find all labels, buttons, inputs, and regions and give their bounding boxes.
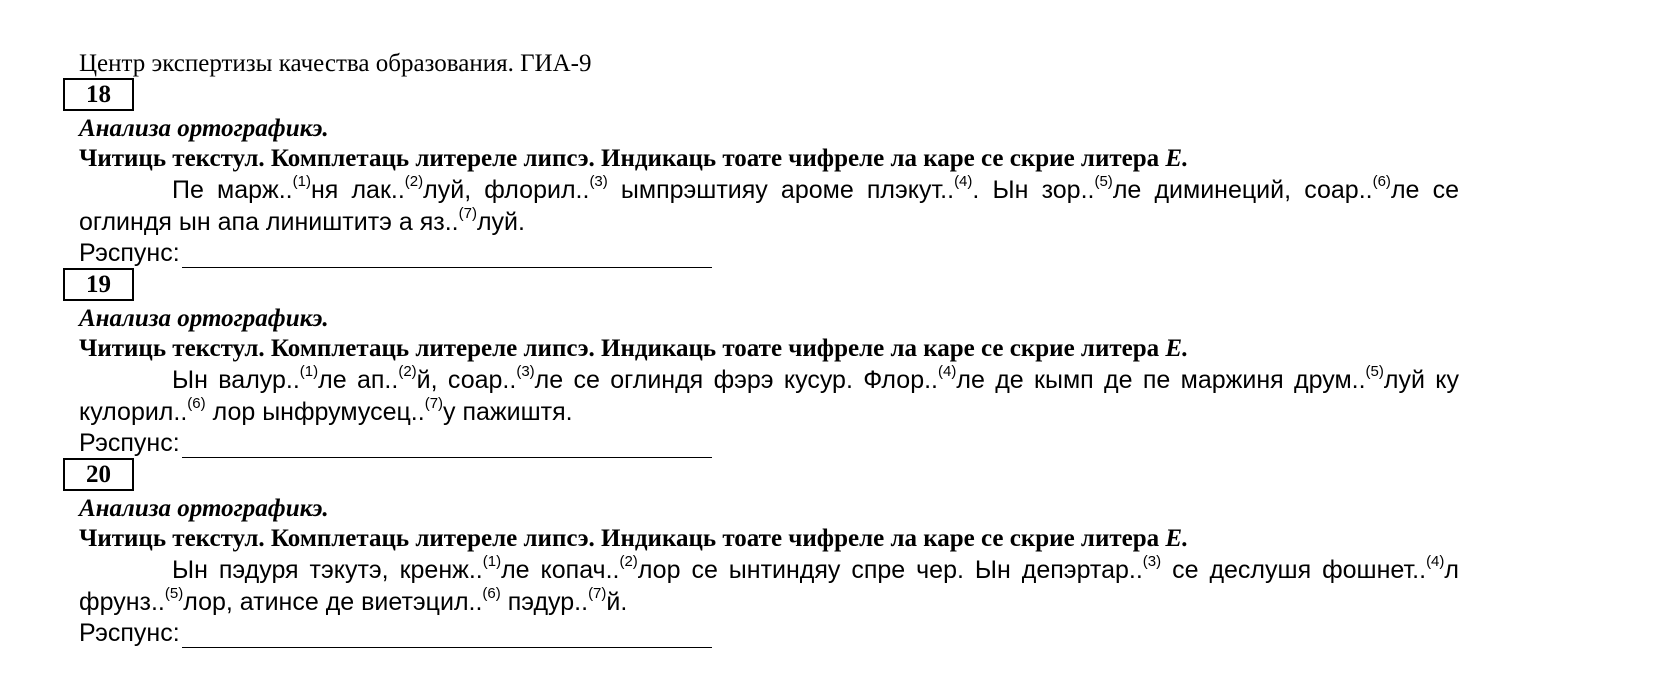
answer-field[interactable] <box>182 625 712 648</box>
text-fragment: ле се оглиндя ын апа лиништитэ а яз.. <box>79 176 1459 236</box>
text-fragment: . Ын зор.. <box>972 176 1095 204</box>
task-text <box>79 174 1459 238</box>
text-fragment: луй. <box>476 208 525 236</box>
gap-number: (5) <box>164 584 184 602</box>
text-fragment: л фрунз.. <box>79 556 1459 616</box>
text-fragment: ле де кымп де пе маржиня друм.. <box>956 366 1366 394</box>
text-fragment: й. <box>606 588 628 616</box>
task-subtitle: Анализа ортографикэ. <box>79 305 329 332</box>
task-text <box>79 554 1459 618</box>
task-instruction <box>79 334 1459 364</box>
instruction-text: Читиць текстул. Комплетаць литереле липсэ. Индикаць тоате чифреле ла каре се скрие литера <box>79 335 1160 362</box>
text-fragment: ле диминеций, соар.. <box>1112 176 1373 204</box>
text-fragment: ле ап.. <box>318 366 399 394</box>
text-fragment: лор, атинсе де виетэцил.. <box>183 588 483 616</box>
instruction-letter: Е. <box>1165 335 1189 362</box>
answer-label: Рэспунс: <box>79 619 180 647</box>
task-text <box>79 364 1459 428</box>
instruction-text: Читиць текстул. Комплетаць литереле липсэ. Индикаць тоате чифреле ла каре се скрие литера <box>79 145 1160 172</box>
gap-number: (1) <box>292 172 311 190</box>
text-fragment: Ын пэдуря тэкутэ, кренж.. <box>172 556 483 584</box>
gap-number: (4) <box>938 362 957 380</box>
task-instruction <box>79 144 1459 174</box>
answer-field[interactable] <box>182 435 712 458</box>
gap-number: (7) <box>588 584 607 602</box>
text-fragment: ле се оглиндя фэрэ кусур. Флор.. <box>534 366 939 394</box>
gap-number: (5) <box>1365 362 1384 380</box>
text-fragment: ымпрэштияу ароме плэкут.. <box>607 176 955 204</box>
text-fragment: у пажиштя. <box>443 398 573 426</box>
gap-number: (4) <box>954 172 973 190</box>
text-fragment: лор се ынтиндяу спре чер. Ын депэртар.. <box>637 556 1143 584</box>
task-18 <box>79 78 1459 268</box>
answer-label: Рэспунс: <box>79 429 180 457</box>
task-instruction <box>79 524 1459 554</box>
text-fragment: лор ынфрумусец.. <box>205 398 425 426</box>
page-header: Центр экспертизы качества образования. ГИА-9 <box>79 50 592 77</box>
task-subtitle: Анализа ортографикэ. <box>79 495 329 522</box>
task-number-box: 18 <box>63 78 134 111</box>
text-fragment: й, соар.. <box>416 366 517 394</box>
gap-number: (3) <box>516 362 535 380</box>
gap-number: (2) <box>398 362 417 380</box>
instruction-letter: Е. <box>1165 525 1189 552</box>
answer-label: Рэспунс: <box>79 239 180 267</box>
text-fragment: се деслушя фошнет.. <box>1161 556 1427 584</box>
gap-number: (3) <box>589 172 608 190</box>
document-page <box>79 50 1459 648</box>
answer-line <box>79 238 1459 268</box>
instruction-text: Читиць текстул. Комплетаць литереле липсэ. Индикаць тоате чифреле ла каре се скрие литера <box>79 525 1160 552</box>
gap-number: (7) <box>424 394 444 412</box>
text-fragment: пэдур.. <box>500 588 589 616</box>
task-subtitle: Анализа ортографикэ. <box>79 115 329 142</box>
answer-line <box>79 618 1459 648</box>
answer-line <box>79 428 1459 458</box>
gap-number: (4) <box>1426 552 1445 570</box>
gap-number: (2) <box>404 172 424 190</box>
task-20 <box>79 458 1459 648</box>
instruction-letter: Е. <box>1165 145 1189 172</box>
gap-number: (6) <box>187 394 206 412</box>
gap-number: (1) <box>299 362 319 380</box>
gap-number: (6) <box>482 584 501 602</box>
text-fragment: ня лак.. <box>310 176 405 204</box>
gap-number: (6) <box>1372 172 1391 190</box>
text-fragment: луй ку кулорил.. <box>79 366 1460 426</box>
answer-field[interactable] <box>182 245 712 268</box>
text-fragment: луй, флорил.. <box>423 176 590 204</box>
gap-number: (1) <box>482 552 502 570</box>
text-fragment: Ын валур.. <box>172 366 300 394</box>
task-number-box: 20 <box>63 458 134 491</box>
gap-number: (7) <box>458 204 477 222</box>
task-number-box: 19 <box>63 268 134 301</box>
task-19 <box>79 268 1459 458</box>
gap-number: (2) <box>619 552 638 570</box>
gap-number: (5) <box>1094 172 1113 190</box>
gap-number: (3) <box>1142 552 1162 570</box>
text-fragment: ле копач.. <box>501 556 620 584</box>
text-fragment: Пе марж.. <box>172 176 293 204</box>
